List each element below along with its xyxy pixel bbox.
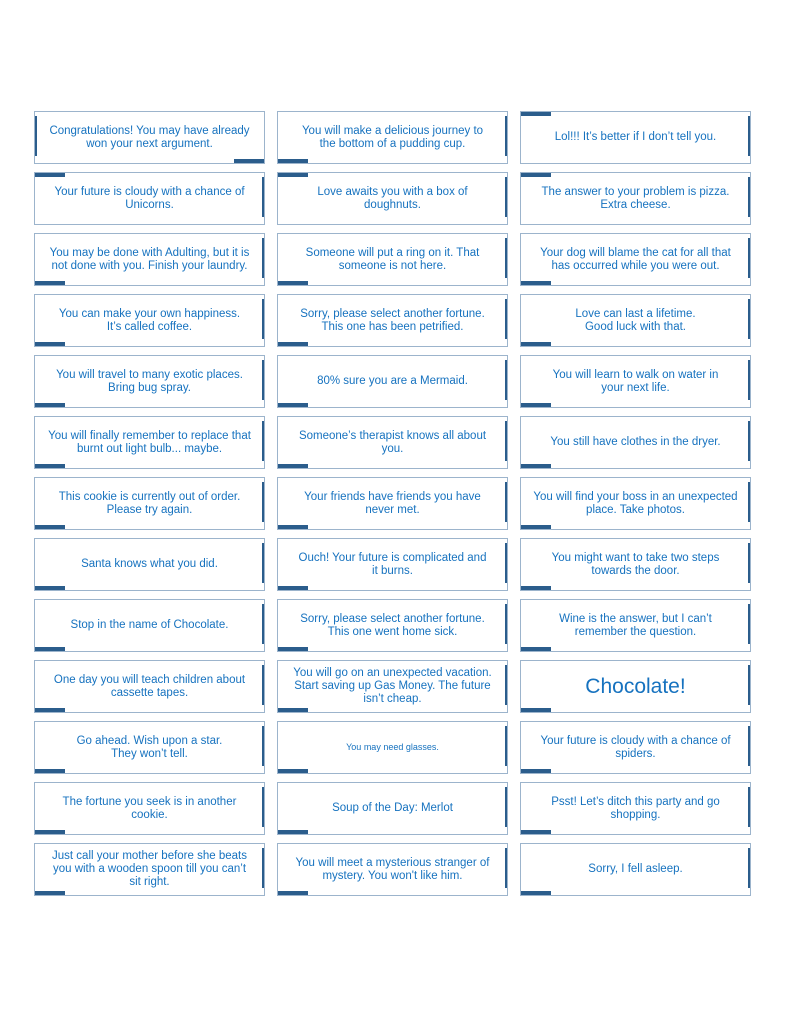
- fortune-text: Sorry, I fell asleep.: [588, 863, 683, 875]
- fortune-slip: [277, 843, 508, 896]
- fortune-text: Psst! Let’s ditch this party and go shopping.: [551, 795, 720, 821]
- fortune-slip: [520, 599, 751, 652]
- fortune-slip: [520, 294, 751, 347]
- fortune-text: You will finally remember to replace that burnt out light bulb... maybe.: [48, 429, 251, 455]
- fortune-slip: [34, 233, 265, 286]
- fortune-text: You will travel to many exotic places. Bring bug spray.: [56, 368, 243, 394]
- fortune-slip: [520, 233, 751, 286]
- fortune-text: Santa knows what you did.: [81, 558, 218, 570]
- fortune-slip: [34, 111, 265, 164]
- fortune-text: You may be done with Adulting, but it is not done with you. Finish your laundry.: [49, 246, 250, 272]
- fortune-slip: [277, 416, 508, 469]
- fortune-slip: [277, 721, 508, 774]
- fortune-slip: [277, 172, 508, 225]
- fortune-slip: [277, 111, 508, 164]
- fortune-text: Love can last a lifetime. Good luck with that.: [575, 307, 696, 333]
- fortune-slip: [34, 416, 265, 469]
- fortune-slip: [34, 355, 265, 408]
- fortune-text: Your dog will blame the cat for all that has occurred while you were out.: [540, 246, 731, 272]
- fortune-slip: [34, 294, 265, 347]
- fortune-text: You still have clothes in the dryer.: [550, 436, 721, 448]
- fortune-text: Sorry, please select another fortune. This one has been petrified.: [300, 307, 485, 333]
- fortune-text: You will find your boss in an unexpected place. Take photos.: [533, 490, 738, 516]
- fortune-text: Your future is cloudy with a chance of Unicorns.: [54, 185, 245, 211]
- fortune-text: Wine is the answer, but I can’t remember the question.: [559, 612, 712, 638]
- fortune-slip: [34, 782, 265, 835]
- fortune-text: Lol!!! It’s better if I don’t tell you.: [554, 131, 717, 143]
- fortune-text: You will meet a mysterious stranger of mystery. You won't like him.: [295, 856, 490, 882]
- fortune-text: Ouch! Your future is complicated and it burns.: [298, 551, 487, 577]
- fortune-text: You can make your own happiness. It’s called coffee.: [58, 307, 241, 333]
- fortune-text: Sorry, please select another fortune. This one went home sick.: [300, 612, 485, 638]
- fortune-text: The fortune you seek is in another cookie.: [62, 795, 237, 821]
- fortune-slip: [520, 172, 751, 225]
- fortune-slip: [34, 843, 265, 896]
- fortune-text: One day you will teach children about cassette tapes.: [53, 673, 246, 699]
- fortune-text: Your friends have friends you have never met.: [304, 490, 481, 516]
- fortune-slip: [34, 721, 265, 774]
- fortune-text: Soup of the Day: Merlot: [332, 802, 453, 814]
- fortune-text: Someone will put a ring on it. That someone is not here.: [305, 246, 480, 272]
- fortune-slip: [277, 538, 508, 591]
- fortune-slip: [520, 111, 751, 164]
- fortune-slip: [277, 782, 508, 835]
- fortune-text: Someone’s therapist knows all about you.: [298, 429, 487, 455]
- fortune-text: 80% sure you are a Mermaid.: [317, 375, 468, 387]
- fortune-slip: [520, 416, 751, 469]
- fortune-slip: [277, 294, 508, 347]
- fortune-text: This cookie is currently out of order. Please try again.: [58, 490, 241, 516]
- fortune-slip: [34, 660, 265, 713]
- fortune-text: Chocolate!: [585, 674, 686, 698]
- fortune-slip: [34, 538, 265, 591]
- fortune-slip: [277, 233, 508, 286]
- fortune-slip: [34, 477, 265, 530]
- fortune-text: You will learn to walk on water in your next life.: [552, 368, 719, 394]
- fortune-text: Go ahead. Wish upon a star. They won’t tell.: [76, 734, 223, 760]
- fortune-slip: [520, 538, 751, 591]
- fortune-text: Love awaits you with a box of doughnuts.: [317, 185, 468, 211]
- fortune-slip: [520, 355, 751, 408]
- fortune-text: You may need glasses.: [346, 742, 439, 752]
- fortune-text: Congratulations! You may have already won your next argument.: [49, 124, 250, 150]
- fortune-sheet: [34, 111, 750, 896]
- fortune-text: You will go on an unexpected vacation. Start saving up Gas Money. The future isn’t cheap.: [293, 667, 492, 705]
- fortune-slip: [277, 599, 508, 652]
- fortune-slip: [520, 843, 751, 896]
- fortune-slip: [34, 599, 265, 652]
- fortune-text: You might want to take two steps towards the door.: [551, 551, 720, 577]
- fortune-slip: [277, 660, 508, 713]
- fortune-slip: [520, 721, 751, 774]
- fortune-text: The answer to your problem is pizza. Extra cheese.: [541, 185, 730, 211]
- fortune-slip: [34, 172, 265, 225]
- fortune-slip: [520, 477, 751, 530]
- fortune-slip: [520, 782, 751, 835]
- fortune-text: You will make a delicious journey to the bottom of a pudding cup.: [301, 124, 484, 150]
- fortune-slip: [277, 355, 508, 408]
- fortune-slip: [277, 477, 508, 530]
- fortune-slip: [520, 660, 751, 713]
- fortune-text: Stop in the name of Chocolate.: [70, 619, 229, 631]
- fortune-text: Just call your mother before she beats you with a wooden spoon till you can’t sit right.: [52, 850, 247, 888]
- fortune-text: Your future is cloudy with a chance of spiders.: [540, 734, 731, 760]
